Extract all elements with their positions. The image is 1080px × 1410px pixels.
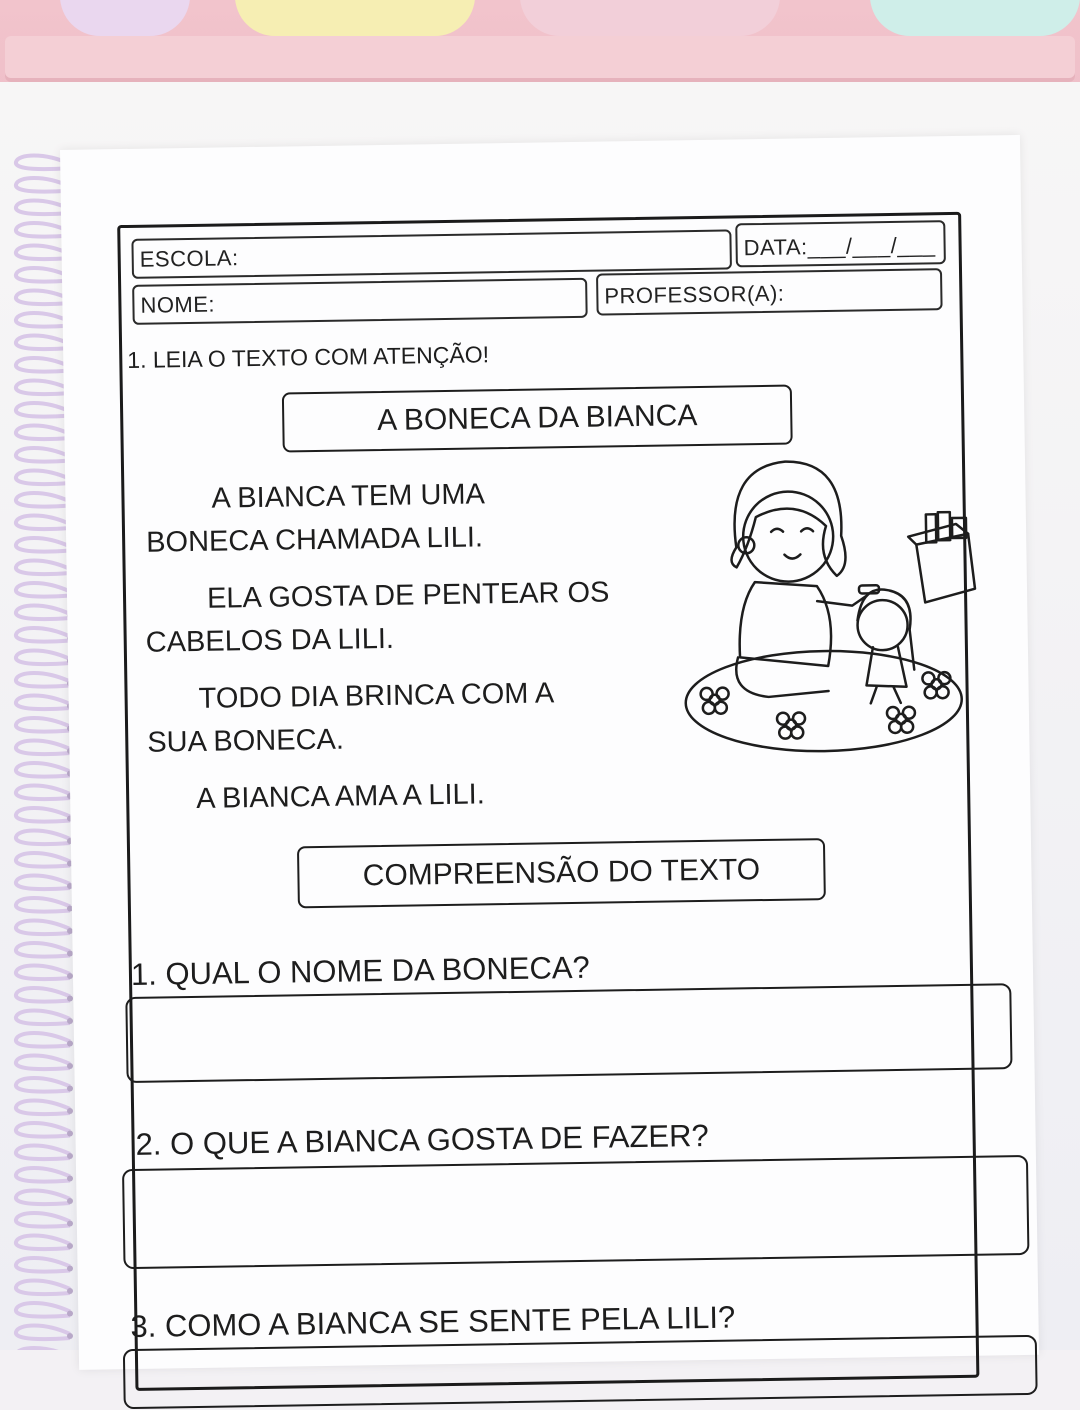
flower-icon bbox=[701, 688, 729, 714]
spiral-coil bbox=[16, 696, 70, 710]
spiral-coil bbox=[16, 1146, 70, 1160]
spiral-hole bbox=[67, 1243, 73, 1249]
spiral-coil bbox=[16, 1056, 70, 1070]
flower-icon bbox=[887, 707, 915, 733]
purple-container bbox=[60, 0, 190, 36]
instruction-text: 1. LEIA O TEXTO COM ATENÇÃO! bbox=[127, 341, 490, 373]
spiral-coil bbox=[16, 898, 70, 912]
spiral-coil bbox=[16, 1236, 70, 1250]
spiral-coil bbox=[16, 943, 70, 957]
spiral-coil bbox=[16, 1213, 70, 1227]
spiral-coil bbox=[16, 1303, 70, 1317]
worksheet-page bbox=[60, 135, 1039, 1370]
spiral-coil bbox=[16, 1101, 70, 1115]
spiral-coil bbox=[16, 628, 70, 642]
spiral-coil bbox=[16, 561, 70, 575]
spiral-coil bbox=[16, 1078, 70, 1092]
spiral-coil bbox=[16, 831, 70, 845]
spiral-hole bbox=[67, 1266, 73, 1272]
spiral-hole bbox=[67, 1221, 73, 1227]
spiral-coil bbox=[16, 763, 70, 777]
yellow-container bbox=[235, 0, 475, 36]
escola-label: ESCOLA: bbox=[139, 245, 239, 272]
spiral-hole bbox=[67, 1176, 73, 1182]
spiral-coil bbox=[16, 876, 70, 890]
spiral-coil bbox=[16, 966, 70, 980]
spiral-coil bbox=[16, 673, 70, 687]
spiral-hole bbox=[67, 1198, 73, 1204]
story-line-2: BONECA CHAMADA LILI. bbox=[145, 521, 484, 559]
story-line-1: A BIANCA TEM UMA bbox=[211, 478, 486, 515]
pink-container bbox=[520, 0, 780, 36]
spiral-hole bbox=[67, 1288, 73, 1294]
spiral-coil bbox=[16, 606, 70, 620]
spiral-coil bbox=[16, 583, 70, 597]
spiral-coil bbox=[16, 493, 70, 507]
spiral-hole bbox=[67, 996, 73, 1002]
spiral-coil bbox=[16, 988, 70, 1002]
question-2: 2. O QUE A BIANCA GOSTA DE FAZER? bbox=[135, 1117, 709, 1162]
spiral-coil bbox=[16, 1033, 70, 1047]
story-line-3: ELA GOSTA DE PENTEAR OS bbox=[206, 576, 610, 615]
spiral-coil bbox=[16, 718, 70, 732]
spiral-coil bbox=[16, 336, 70, 350]
story-title-box bbox=[282, 385, 793, 453]
spiral-coil bbox=[16, 471, 70, 485]
professor-field[interactable] bbox=[596, 268, 943, 315]
professor-label: PROFESSOR(A): bbox=[604, 280, 785, 309]
spiral-coil bbox=[16, 448, 70, 462]
spiral-coil bbox=[16, 403, 70, 417]
comprehension-title-box bbox=[297, 838, 826, 908]
story-line-5: TODO DIA BRINCA COM A bbox=[198, 677, 555, 715]
spiral-hole bbox=[67, 1041, 73, 1047]
spiral-coil bbox=[16, 808, 70, 822]
spiral-coil bbox=[16, 651, 70, 665]
spiral-hole bbox=[67, 1108, 73, 1114]
question-3: 3. COMO A BIANCA SE SENTE PELA LILI? bbox=[130, 1299, 736, 1345]
spiral-hole bbox=[67, 1086, 73, 1092]
spiral-coil bbox=[16, 741, 70, 755]
nome-field[interactable] bbox=[132, 278, 588, 325]
spiral-hole bbox=[67, 1153, 73, 1159]
spiral-hole bbox=[67, 1131, 73, 1137]
spiral-coil bbox=[16, 538, 70, 552]
spiral-coil bbox=[16, 853, 70, 867]
spiral-coil bbox=[16, 1123, 70, 1137]
comprehension-title: COMPREENSÃO DO TEXTO bbox=[362, 853, 761, 893]
spiral-coil bbox=[16, 358, 70, 372]
data-label: DATA:___/___/___ bbox=[743, 232, 936, 261]
spiral-hole bbox=[67, 1333, 73, 1339]
story-line-4: CABELOS DA LILI. bbox=[145, 622, 395, 659]
spiral-hole bbox=[67, 1063, 73, 1069]
story-title: A BONECA DA BIANCA bbox=[376, 399, 698, 438]
girl-combing-doll-hair-icon bbox=[675, 454, 980, 759]
spiral-coil bbox=[16, 516, 70, 530]
story-line-7: A BIANCA AMA A LILI. bbox=[195, 778, 485, 815]
spiral-coil bbox=[16, 1011, 70, 1025]
answer-box-1[interactable] bbox=[125, 983, 1012, 1083]
spiral-coil bbox=[16, 921, 70, 935]
spiral-hole bbox=[67, 1018, 73, 1024]
spiral-coil bbox=[16, 786, 70, 800]
question-1: 1. QUAL O NOME DA BONECA? bbox=[130, 949, 590, 992]
spiral-coil bbox=[16, 1281, 70, 1295]
story-line-6: SUA BONECA. bbox=[147, 723, 345, 759]
spiral-coil bbox=[16, 1258, 70, 1272]
spiral-coil bbox=[16, 1168, 70, 1182]
data-field[interactable] bbox=[735, 220, 946, 267]
spiral-coil bbox=[16, 381, 70, 395]
spiral-coil bbox=[16, 1326, 70, 1340]
spiral-coil bbox=[16, 426, 70, 440]
spiral-hole bbox=[67, 1311, 73, 1317]
mint-container bbox=[870, 0, 1080, 36]
flower-icon bbox=[777, 712, 805, 738]
spiral-coil bbox=[16, 1191, 70, 1205]
answer-box-2[interactable] bbox=[122, 1155, 1029, 1269]
nome-label: NOME: bbox=[140, 291, 216, 318]
tray-rim bbox=[5, 36, 1075, 82]
pink-tray bbox=[0, 0, 1080, 90]
